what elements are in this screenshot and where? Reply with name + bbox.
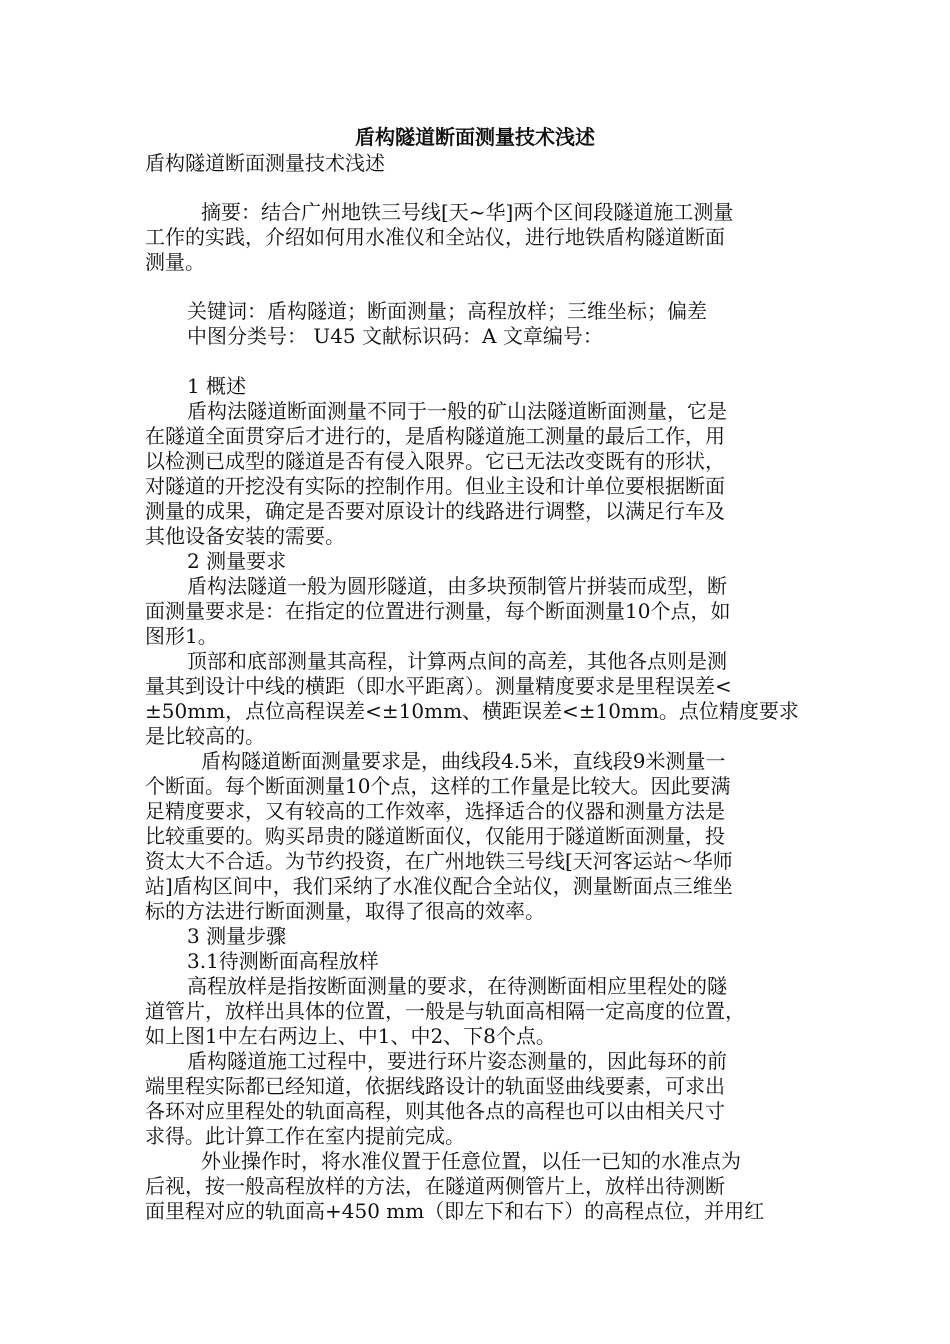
paragraph-line: ±50mm，点位高程误差<±10mm、横距误差<±10mm。点位精度要求 xyxy=(145,699,799,723)
paragraph-line: 盾构法隧道断面测量不同于一般的矿山法隧道断面测量，它是 xyxy=(187,399,727,423)
paragraph-line: 量其到设计中线的横距（即水平距离）。测量精度要求是里程误差< xyxy=(145,674,732,698)
paragraph-line: 比较重要的。购买昂贵的隧道断面仪，仅能用于隧道断面测量，投 xyxy=(145,824,725,848)
paragraph-line: 盾构隧道施工过程中，要进行环片姿态测量的，因此每环的前 xyxy=(187,1049,727,1073)
paragraph-line: 标的方法进行断面测量，取得了很高的效率。 xyxy=(145,899,545,923)
section-heading-1: 1 概述 xyxy=(187,374,247,398)
paragraph-line: 如上图1中左右两边上、中1、中2、下8个点。 xyxy=(145,1024,556,1048)
classification: 中图分类号： U45 文献标识码：A 文章编号： xyxy=(187,324,603,348)
document-title: 盾构隧道断面测量技术浅述 xyxy=(355,125,595,149)
paragraph-line: 各环对应里程处的轨面高程，则其他各点的高程也可以由相关尺寸 xyxy=(145,1099,725,1123)
paragraph-line: 足精度要求，又有较高的工作效率，选择适合的仪器和测量方法是 xyxy=(145,799,725,823)
paragraph-line: 站]盾构区间中，我们采纳了水准仪配合全站仪，测量断面点三维坐 xyxy=(145,874,733,898)
paragraph-line: 道管片，放样出具体的位置，一般是与轨面高相隔一定高度的位置， xyxy=(145,999,745,1023)
abstract-line: 测量。 xyxy=(145,250,205,274)
paragraph-line: 高程放样是指按断面测量的要求，在待测断面相应里程处的隧 xyxy=(187,974,727,998)
paragraph-line: 测量的成果，确定是否要对原设计的线路进行调整，以满足行车及 xyxy=(145,499,725,523)
subsection-heading-3-1: 3.1待测断面高程放样 xyxy=(187,949,379,973)
abstract-line: 摘要：结合广州地铁三号线[天~华]两个区间段隧道施工测量 xyxy=(201,200,734,224)
body-text xyxy=(145,374,805,1224)
paragraph-line: 个断面。每个断面测量10个点，这样的工作量是比较大。因此要满 xyxy=(145,774,731,798)
paragraph-line: 端里程实际都已经知道，依据线路设计的轨面竖曲线要素，可求出 xyxy=(145,1074,725,1098)
paragraph-line: 在隧道全面贯穿后才进行的，是盾构隧道施工测量的最后工作，用 xyxy=(145,424,725,448)
paragraph-line: 面里程对应的轨面高+450 mm（即左下和右下）的高程点位，并用红 xyxy=(145,1199,765,1223)
paragraph-line: 以检测已成型的隧道是否有侵入限界。它已无法改变既有的形状， xyxy=(145,449,725,473)
paragraph-line: 对隧道的开挖没有实际的控制作用。但业主设和计单位要根据断面 xyxy=(145,474,725,498)
document-subtitle: 盾构隧道断面测量技术浅述 xyxy=(145,151,385,175)
paragraph-line: 其他设备安装的需要。 xyxy=(145,524,345,548)
keywords-block xyxy=(145,299,805,349)
abstract xyxy=(145,200,805,275)
section-heading-2: 2 测量要求 xyxy=(187,549,287,573)
paragraph-line: 外业操作时，将水准仪置于任意位置，以任一已知的水准点为 xyxy=(201,1149,741,1173)
section-heading-3: 3 测量步骤 xyxy=(187,924,287,948)
paragraph-line: 后视，按一般高程放样的方法，在隧道两侧管片上，放样出待测断 xyxy=(145,1174,725,1198)
paragraph-line: 资太大不合适。为节约投资，在广州地铁三号线[天河客运站～华师 xyxy=(145,849,733,873)
paragraph-line: 盾构法隧道一般为圆形隧道，由多块预制管片拼装而成型，断 xyxy=(187,574,727,598)
paragraph-line: 是比较高的。 xyxy=(145,724,265,748)
paragraph-line: 面测量要求是：在指定的位置进行测量，每个断面测量10个点，如 xyxy=(145,599,731,623)
paragraph-line: 盾构隧道断面测量要求是，曲线段4.5米，直线段9米测量一 xyxy=(201,749,726,773)
paragraph-line: 图形1。 xyxy=(145,624,218,648)
paragraph-line: 求得。此计算工作在室内提前完成。 xyxy=(145,1124,465,1148)
paragraph-line: 顶部和底部测量其高程，计算两点间的高差，其他各点则是测 xyxy=(187,649,727,673)
keywords: 关键词：盾构隧道；断面测量；高程放样；三维坐标；偏差 xyxy=(187,299,707,323)
abstract-line: 工作的实践，介绍如何用水准仪和全站仪，进行地铁盾构隧道断面 xyxy=(145,225,725,249)
